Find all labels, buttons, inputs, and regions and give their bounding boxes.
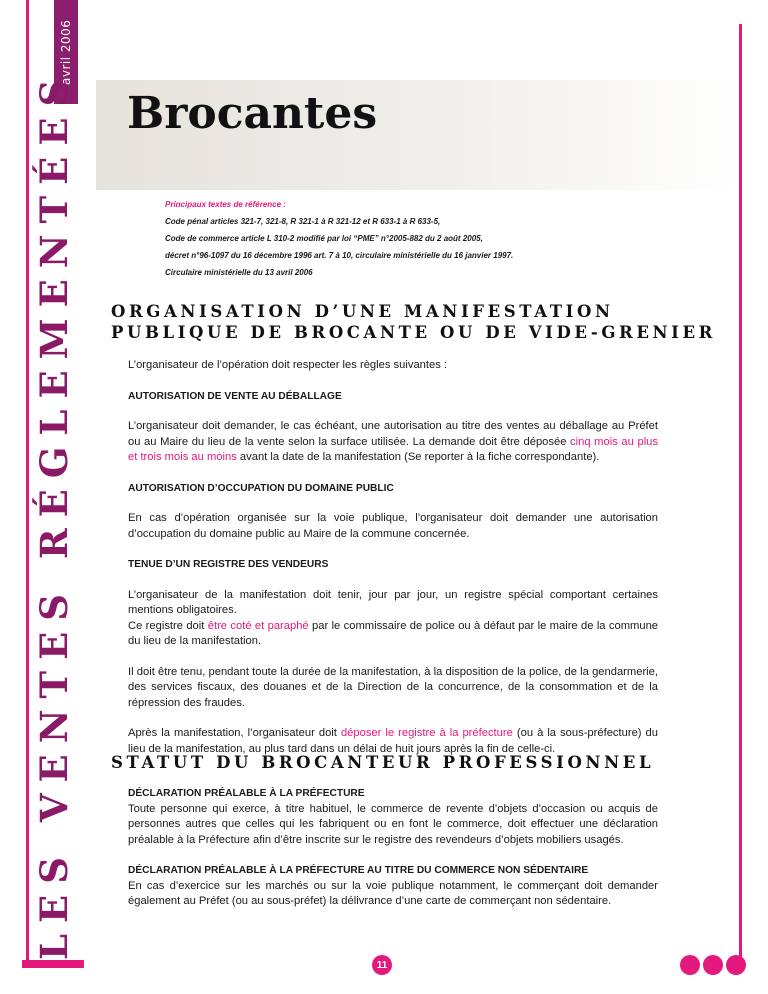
decorative-dot	[703, 955, 723, 975]
date-label: avril 2006	[59, 19, 73, 85]
text-run: avant la date de la manifestation (Se reporter à la fiche correspondante).	[236, 451, 600, 463]
heading-line: PUBLIQUE DE BROCANTE OU DE VIDE-GRENIER	[111, 323, 716, 342]
section2-content	[128, 786, 658, 910]
paragraph-declaration: Toute personne qui exerce, à titre habituel, le commerce de revente d’objets d’occasion ou acquis de personnes autres que celles qui les fabriquent ou en font le commerce, doit effectuer une déclaration préalable à la Préfecture afin d’être inscrite sur le registre des revendeurs d’objets mobiliers usagés.	[128, 802, 658, 846]
left-accent-line	[26, 0, 29, 968]
decorative-dot	[680, 955, 700, 975]
paragraph-domaine-public: En cas d’opération organisée sur la voie publique, l’organisateur doit demander une autorisation d’occupation du domaine public au Maire de la commune concernée.	[128, 512, 658, 540]
paragraph-non-sedentaire: En cas d’exercice sur les marchés ou sur la voie publique notamment, le commerçant doit demander également au Préfet (ou au sous-préfet) la délivrance d’une carte de commerçant non sédentaire.	[128, 879, 658, 907]
paragraph-registre-1: L’organisateur de la manifestation doit tenir, jour par jour, un registre spécial comportant certaines mentions obligatoires.	[128, 588, 658, 616]
heading-line: ORGANISATION D’UNE MANIFESTATION	[111, 302, 614, 321]
right-accent-line	[739, 24, 742, 959]
intro-text: L’organisateur de l’opération doit respecter les règles suivantes :	[128, 359, 448, 371]
reference-line: Code de commerce article L 310-2 modifié par loi “PME” n°2005-882 du 2 août 2005,	[165, 234, 483, 243]
subhead-registre: TENUE D’UN REGISTRE DES VENDEURS	[128, 559, 329, 570]
subhead-deballage: AUTORISATION DE VENTE AU DÉBALLAGE	[128, 390, 342, 402]
reference-line: décret n°96-1097 du 16 décembre 1996 art. 7 à 10, circulaire ministérielle du 16 janvier 1997.	[165, 251, 514, 260]
text-run: Ce registre doit	[128, 619, 208, 632]
text-run: (ou à la sous-préfecture) du lieu de la manifestation, au plus tard dans un délai de huit jours après la fin de celle-ci.	[128, 727, 658, 755]
paragraph-registre-1b	[128, 619, 658, 650]
section-heading-statut: STATUT DU BROCANTEUR PROFESSIONNEL	[111, 753, 655, 772]
text-run: par le commissaire de police ou à défaut par le maire de la commune du lieu de la manifestation.	[128, 619, 659, 647]
highlight-text: déposer le registre à la préfecture	[340, 727, 513, 739]
highlight-text: être coté et paraphé	[207, 619, 309, 632]
subhead-domaine-public: AUTORISATION D’OCCUPATION DU DOMAINE PUBLIC	[128, 482, 394, 494]
paragraph-deballage	[128, 419, 658, 466]
text-run: Après la manifestation, l’organisateur doit	[128, 727, 341, 739]
references-title: Principaux textes de référence :	[165, 200, 286, 209]
reference-line: Code pénal articles 321-7, 321-8, R 321-1 à R 321-12 et R 633-1 à R 633-5,	[165, 217, 441, 226]
text-run: L’organisateur doit demander, le cas échéant, une autorisation au titre des ventes au déballage au Préfet ou au Maire du lieu de la vente selon la surface utilisée. La demande doit être déposée	[128, 420, 658, 448]
subhead-declaration: DÉCLARATION PRÉALABLE À LA PRÉFECTURE	[128, 788, 365, 799]
reference-line: Circulaire ministérielle du 13 avril 2006	[165, 268, 313, 277]
paragraph-registre-2: Il doit être tenu, pendant toute la durée de la manifestation, à la disposition de la police, de la gendarmerie, des services fiscaux, des douanes et de la Direction de la concurrence, de la consommation et de la répression des fraudes.	[128, 665, 658, 709]
subhead-non-sedentaire: DÉCLARATION PRÉALABLE À LA PRÉFECTURE AU TITRE DU COMMERCE NON SÉDENTAIRE	[128, 865, 589, 876]
section-heading-organisation	[111, 301, 716, 343]
page-number: 11	[372, 955, 392, 975]
decorative-dot	[726, 955, 746, 975]
section1-content	[128, 358, 658, 757]
highlight-text: cinq mois au plus et trois mois au moins	[128, 435, 658, 463]
references-block	[165, 196, 705, 281]
left-accent-foot	[22, 960, 84, 968]
section-title-vertical: LES VENTES RÉGLEMENTÉES	[32, 68, 76, 960]
page-title: Brocantes	[127, 88, 378, 139]
